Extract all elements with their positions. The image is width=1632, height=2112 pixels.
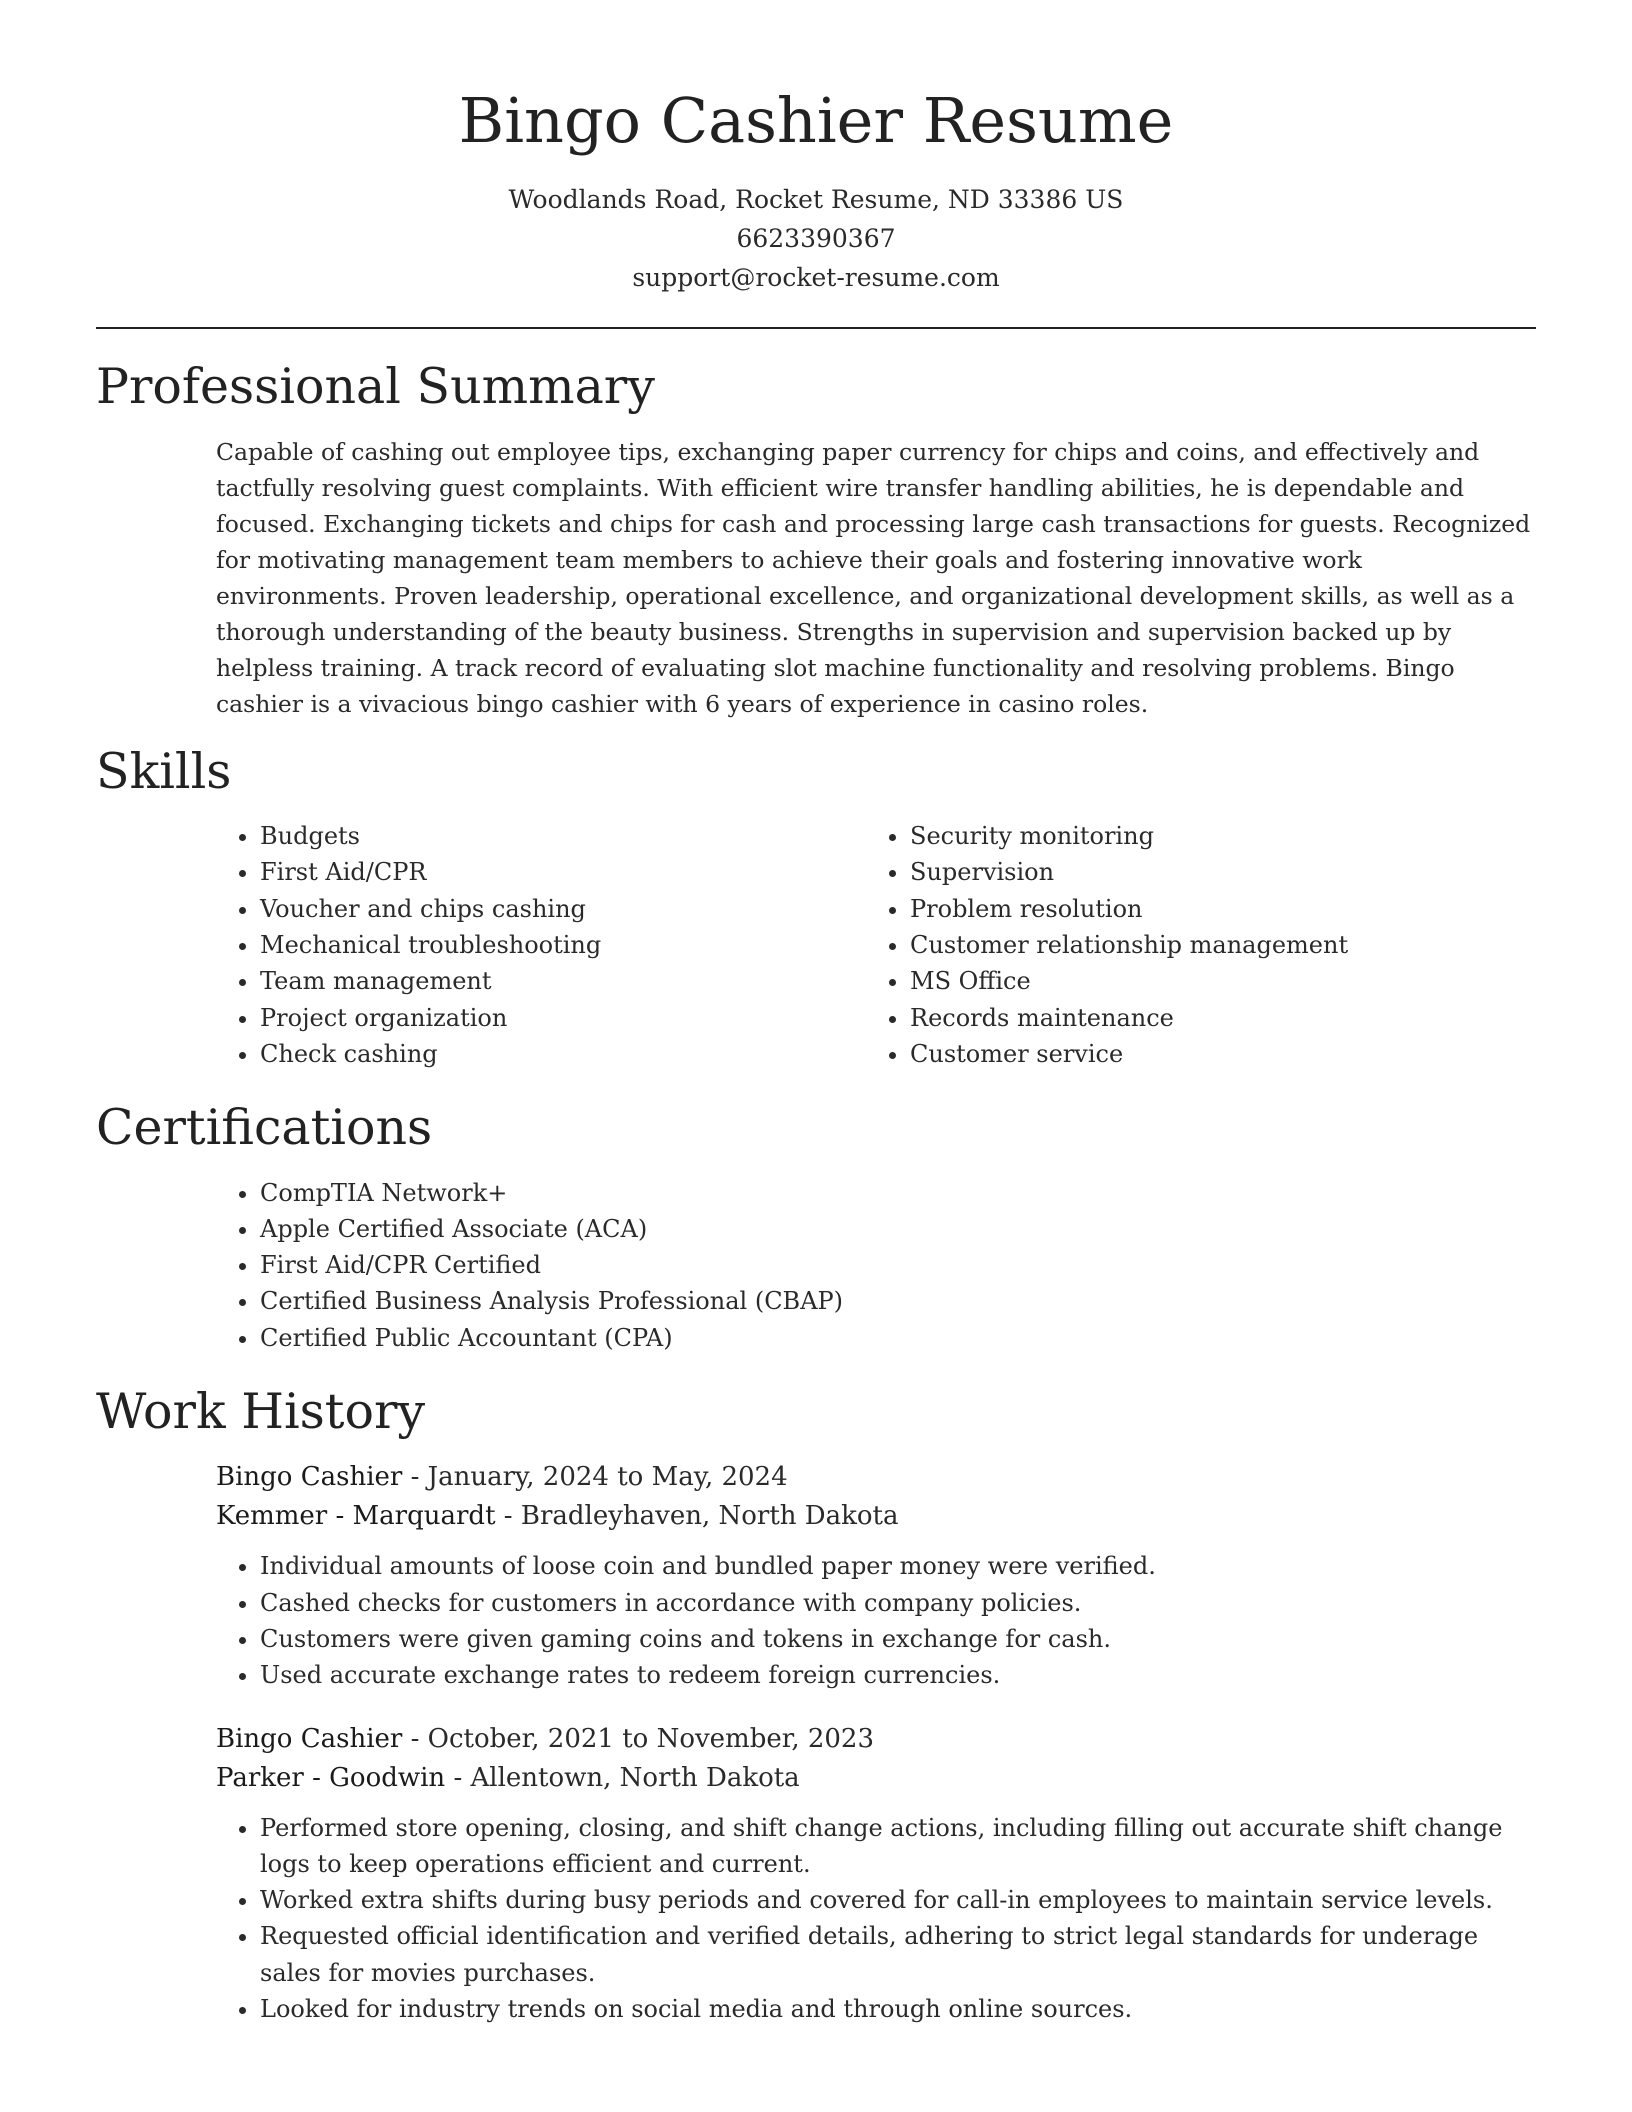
skill-item: • Records maintenance	[910, 1000, 1516, 1036]
contact-address: Woodlands Road, Rocket Resume, ND 33386 US	[508, 185, 1124, 215]
job-duty-item: • Requested official identification and verified details, adhering to strict legal standards for underage sales for movies purchases.	[260, 1918, 1536, 1991]
job-role: Bingo Cashier	[216, 1723, 403, 1754]
skill-item: • Security monitoring	[910, 818, 1516, 854]
skill-item: • Project organization	[260, 1000, 866, 1036]
skill-item: • Supervision	[910, 854, 1516, 890]
skill-item: • MS Office	[910, 963, 1516, 999]
certification-item: • Apple Certified Associate (ACA)	[260, 1211, 1536, 1247]
work-history-section	[96, 1384, 1536, 2027]
job-duties-list	[216, 1548, 1536, 1693]
certification-item: • First Aid/CPR Certified	[260, 1247, 1536, 1283]
job-role: Bingo Cashier	[216, 1462, 403, 1493]
work-history-heading: Work History	[96, 1382, 426, 1440]
summary-section	[96, 359, 1536, 721]
contact-phone: 6623390367	[736, 224, 896, 254]
certification-item: • CompTIA Network+	[260, 1175, 1536, 1211]
summary-heading: Professional Summary	[96, 358, 655, 416]
skills-heading: Skills	[96, 742, 232, 800]
skill-item: • Mechanical troubleshooting	[260, 927, 866, 963]
job-duty-item: • Cashed checks for customers in accordance with company policies.	[260, 1585, 1536, 1621]
skill-item: • Customer service	[910, 1036, 1516, 1072]
job-duty-item: • Looked for industry trends on social media and through online sources.	[260, 1991, 1536, 2027]
certifications-heading: Certifications	[96, 1099, 433, 1157]
job-dates: January, 2024 to May, 2024	[427, 1462, 788, 1493]
skills-grid	[96, 818, 1536, 1072]
skill-item: • Team management	[260, 963, 866, 999]
job-company: Parker - Goodwin	[216, 1762, 446, 1793]
summary-text: Capable of cashing out employee tips, exchanging paper currency for chips and coins, and effectively and tactfully resolving guest complaints. With efficient wire transfer handling abilities, he is dependable and focused. Exchanging tickets and chips for cash and processing large cash transactions for guests. Recognized for motivating management team members to achieve their goals and fostering innovative work environments. Proven leadership, operational excellence, and organizational development skills, as well as a thorough understanding of the beauty business. Strengths in supervision and supervision backed up by helpless training. A track record of evaluating slot machine functionality and resolving problems. Bingo cashier is a vivacious bingo cashier with 6 years of experience in casino roles.	[216, 437, 1531, 718]
job-duties-list	[216, 1810, 1536, 2028]
job-title-line: Bingo Cashier - January, 2024 to May, 2024	[216, 1462, 788, 1493]
job-dates: October, 2021 to November, 2023	[427, 1723, 875, 1754]
skills-column-right	[866, 818, 1516, 1072]
summary-body	[96, 434, 1536, 722]
job-duty-item: • Worked extra shifts during busy periods and covered for call-in employees to maintain service levels.	[260, 1882, 1536, 1918]
certifications-body	[96, 1175, 1536, 1356]
job-duty-item: • Performed store opening, closing, and shift change actions, including filling out accurate shift change logs to keep operations efficient and current.	[260, 1810, 1536, 1883]
job-entry	[216, 1458, 1536, 1693]
skills-list-left	[216, 818, 866, 1072]
job-title-line: Bingo Cashier - October, 2021 to November, 2023	[216, 1723, 875, 1754]
skill-item: • First Aid/CPR	[260, 854, 866, 890]
job-location: Bradleyhaven, North Dakota	[520, 1501, 899, 1532]
certification-item: • Certified Public Accountant (CPA)	[260, 1320, 1536, 1356]
job-company-line: Parker - Goodwin - Allentown, North Dakota	[216, 1762, 800, 1793]
header-divider	[96, 327, 1536, 329]
job-location: Allentown, North Dakota	[470, 1762, 800, 1793]
skill-item: • Customer relationship management	[910, 927, 1516, 963]
skills-section	[96, 744, 1536, 1072]
certifications-list	[216, 1175, 1536, 1356]
job-duty-item: • Individual amounts of loose coin and bundled paper money were verified.	[260, 1548, 1536, 1584]
resume-title: Bingo Cashier Resume	[458, 84, 1174, 157]
skills-column-left	[216, 818, 866, 1072]
certification-item: • Certified Business Analysis Professional (CBAP)	[260, 1283, 1536, 1319]
skill-item: • Problem resolution	[910, 891, 1516, 927]
skill-item: • Voucher and chips cashing	[260, 891, 866, 927]
resume-header	[96, 84, 1536, 297]
certifications-section	[96, 1100, 1536, 1356]
job-duty-item: • Customers were given gaming coins and tokens in exchange for cash.	[260, 1621, 1536, 1657]
contact-email: support@rocket-resume.com	[632, 263, 1000, 293]
job-company-line: Kemmer - Marquardt - Bradleyhaven, North Dakota	[216, 1501, 899, 1532]
job-entry	[216, 1720, 1536, 2028]
skills-list-right	[866, 818, 1516, 1072]
work-history-body	[96, 1458, 1536, 2027]
job-duty-item: • Used accurate exchange rates to redeem foreign currencies.	[260, 1657, 1536, 1693]
job-company: Kemmer - Marquardt	[216, 1501, 496, 1532]
skill-item: • Check cashing	[260, 1036, 866, 1072]
skill-item: • Budgets	[260, 818, 866, 854]
